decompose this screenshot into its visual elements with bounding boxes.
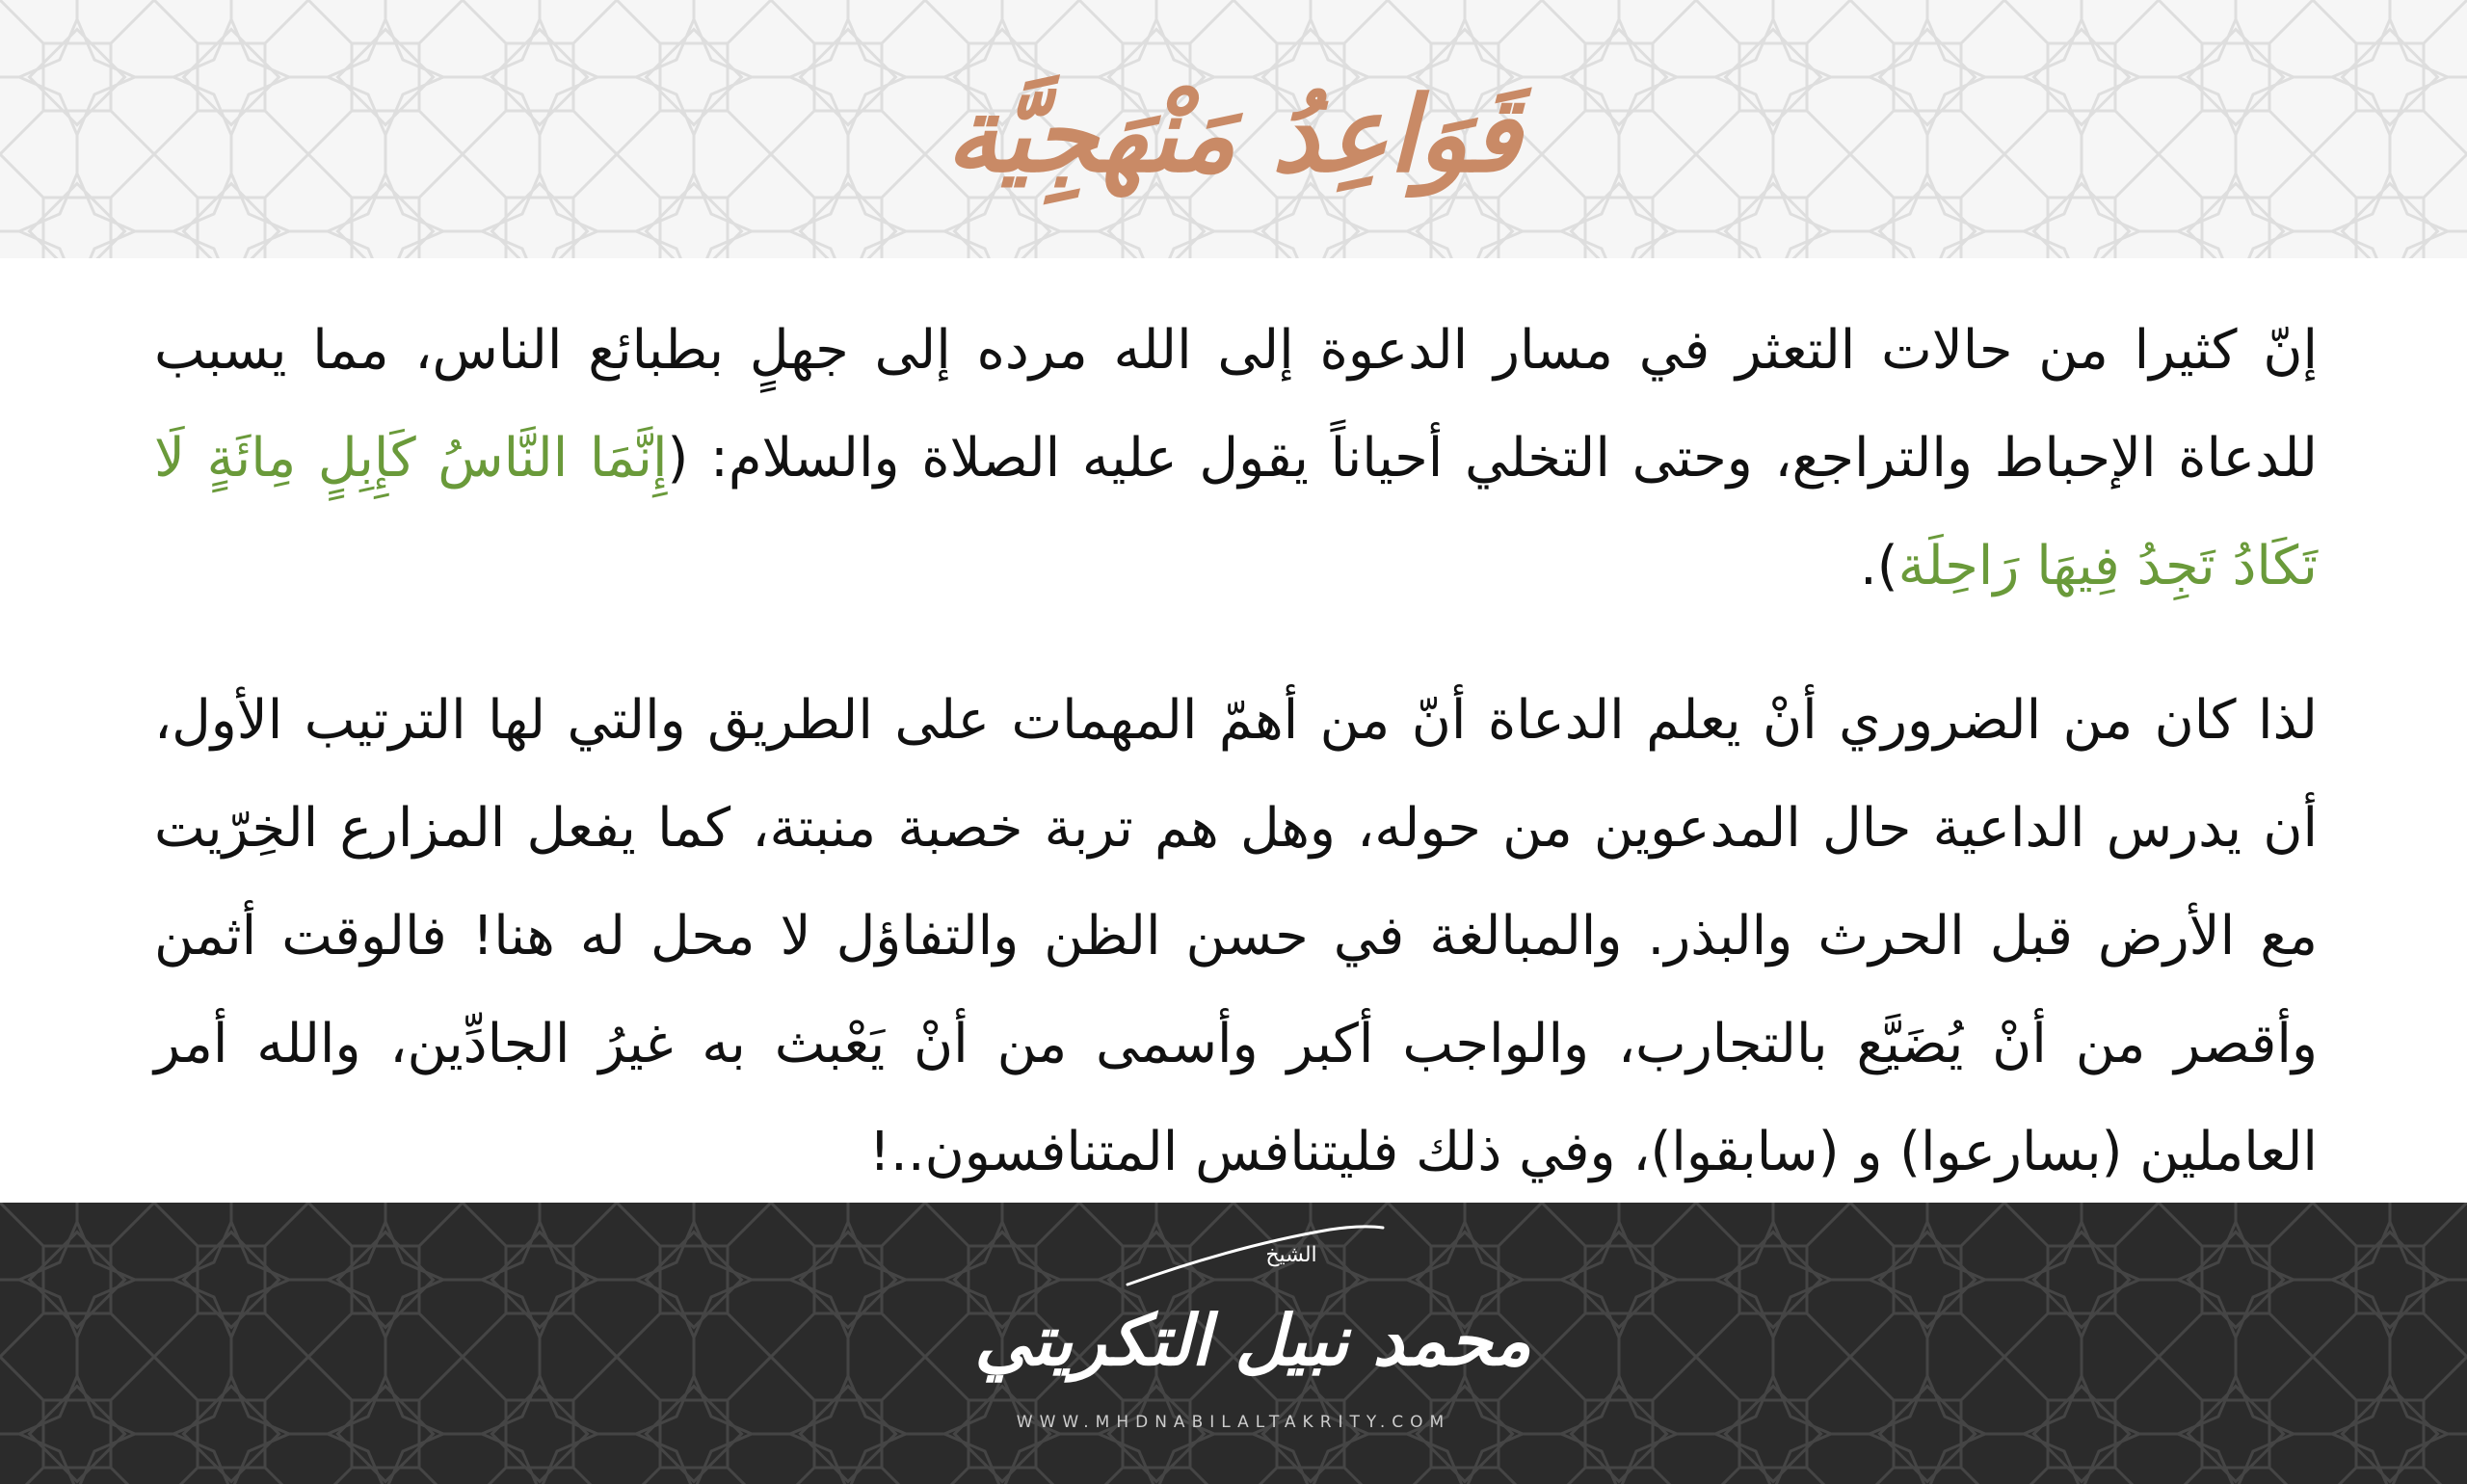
paragraph-1 [154,297,2318,621]
website-link[interactable]: WWW.MHDNABILALTAKRITY.COM [1016,1413,1451,1432]
paragraph-2: لذا كان من الضروري أنْ يعلم الدعاة أنّ من أهمّ المهمات على الطريق والتي لها الترتيب الأول، أن يدرس الداعية حال المدعوين من حوله، وهل هم تربة خصبة منبتة، كما يفعل المزارع الخِرّيت مع الأرض قبل الحرث والبذر. والمبالغة في حسن الظن والتفاؤل لا محل له هنا! فالوقت أثمن وأقصر من أنْ يُضَيَّع بالتجارب، والواجب أكبر وأسمى من أنْ يَعْبث به غيرُ الجادِّين، والله أمر العاملين (بسارعوا) و (سابقوا)، وفي ذلك فليتنافس المتنافسون..! [154,689,2318,1183]
footer-banner [0,1203,2467,1484]
paragraph-1-intro: إنّ كثيرا من حالات التعثر في مسار الدعوة إلى الله مرده إلى جهلٍ بطبائع الناس، مما يسبب للدعاة الإحباط والتراجع، وحتى التخلي أحياناً يقول عليه الصلاة والسلام: ( [154,319,2318,490]
sheikh-label: الشيخ [1265,1243,1317,1267]
paragraph-1-close: ). [1859,535,1898,597]
page-title: قَوَاعِدُ مَنْهَجِيَّة [945,74,1522,196]
hadith-quote: إِنَّمَا النَّاسُ كَإِبِلٍ مِائَةٍ لَا تَكَادُ تَجِدُ فِيهَا رَاحِلَة [154,427,2318,597]
article-body [154,297,2318,1206]
header-banner [0,0,2467,258]
author-signature: محمد نبيل التكريتي [974,1298,1531,1381]
